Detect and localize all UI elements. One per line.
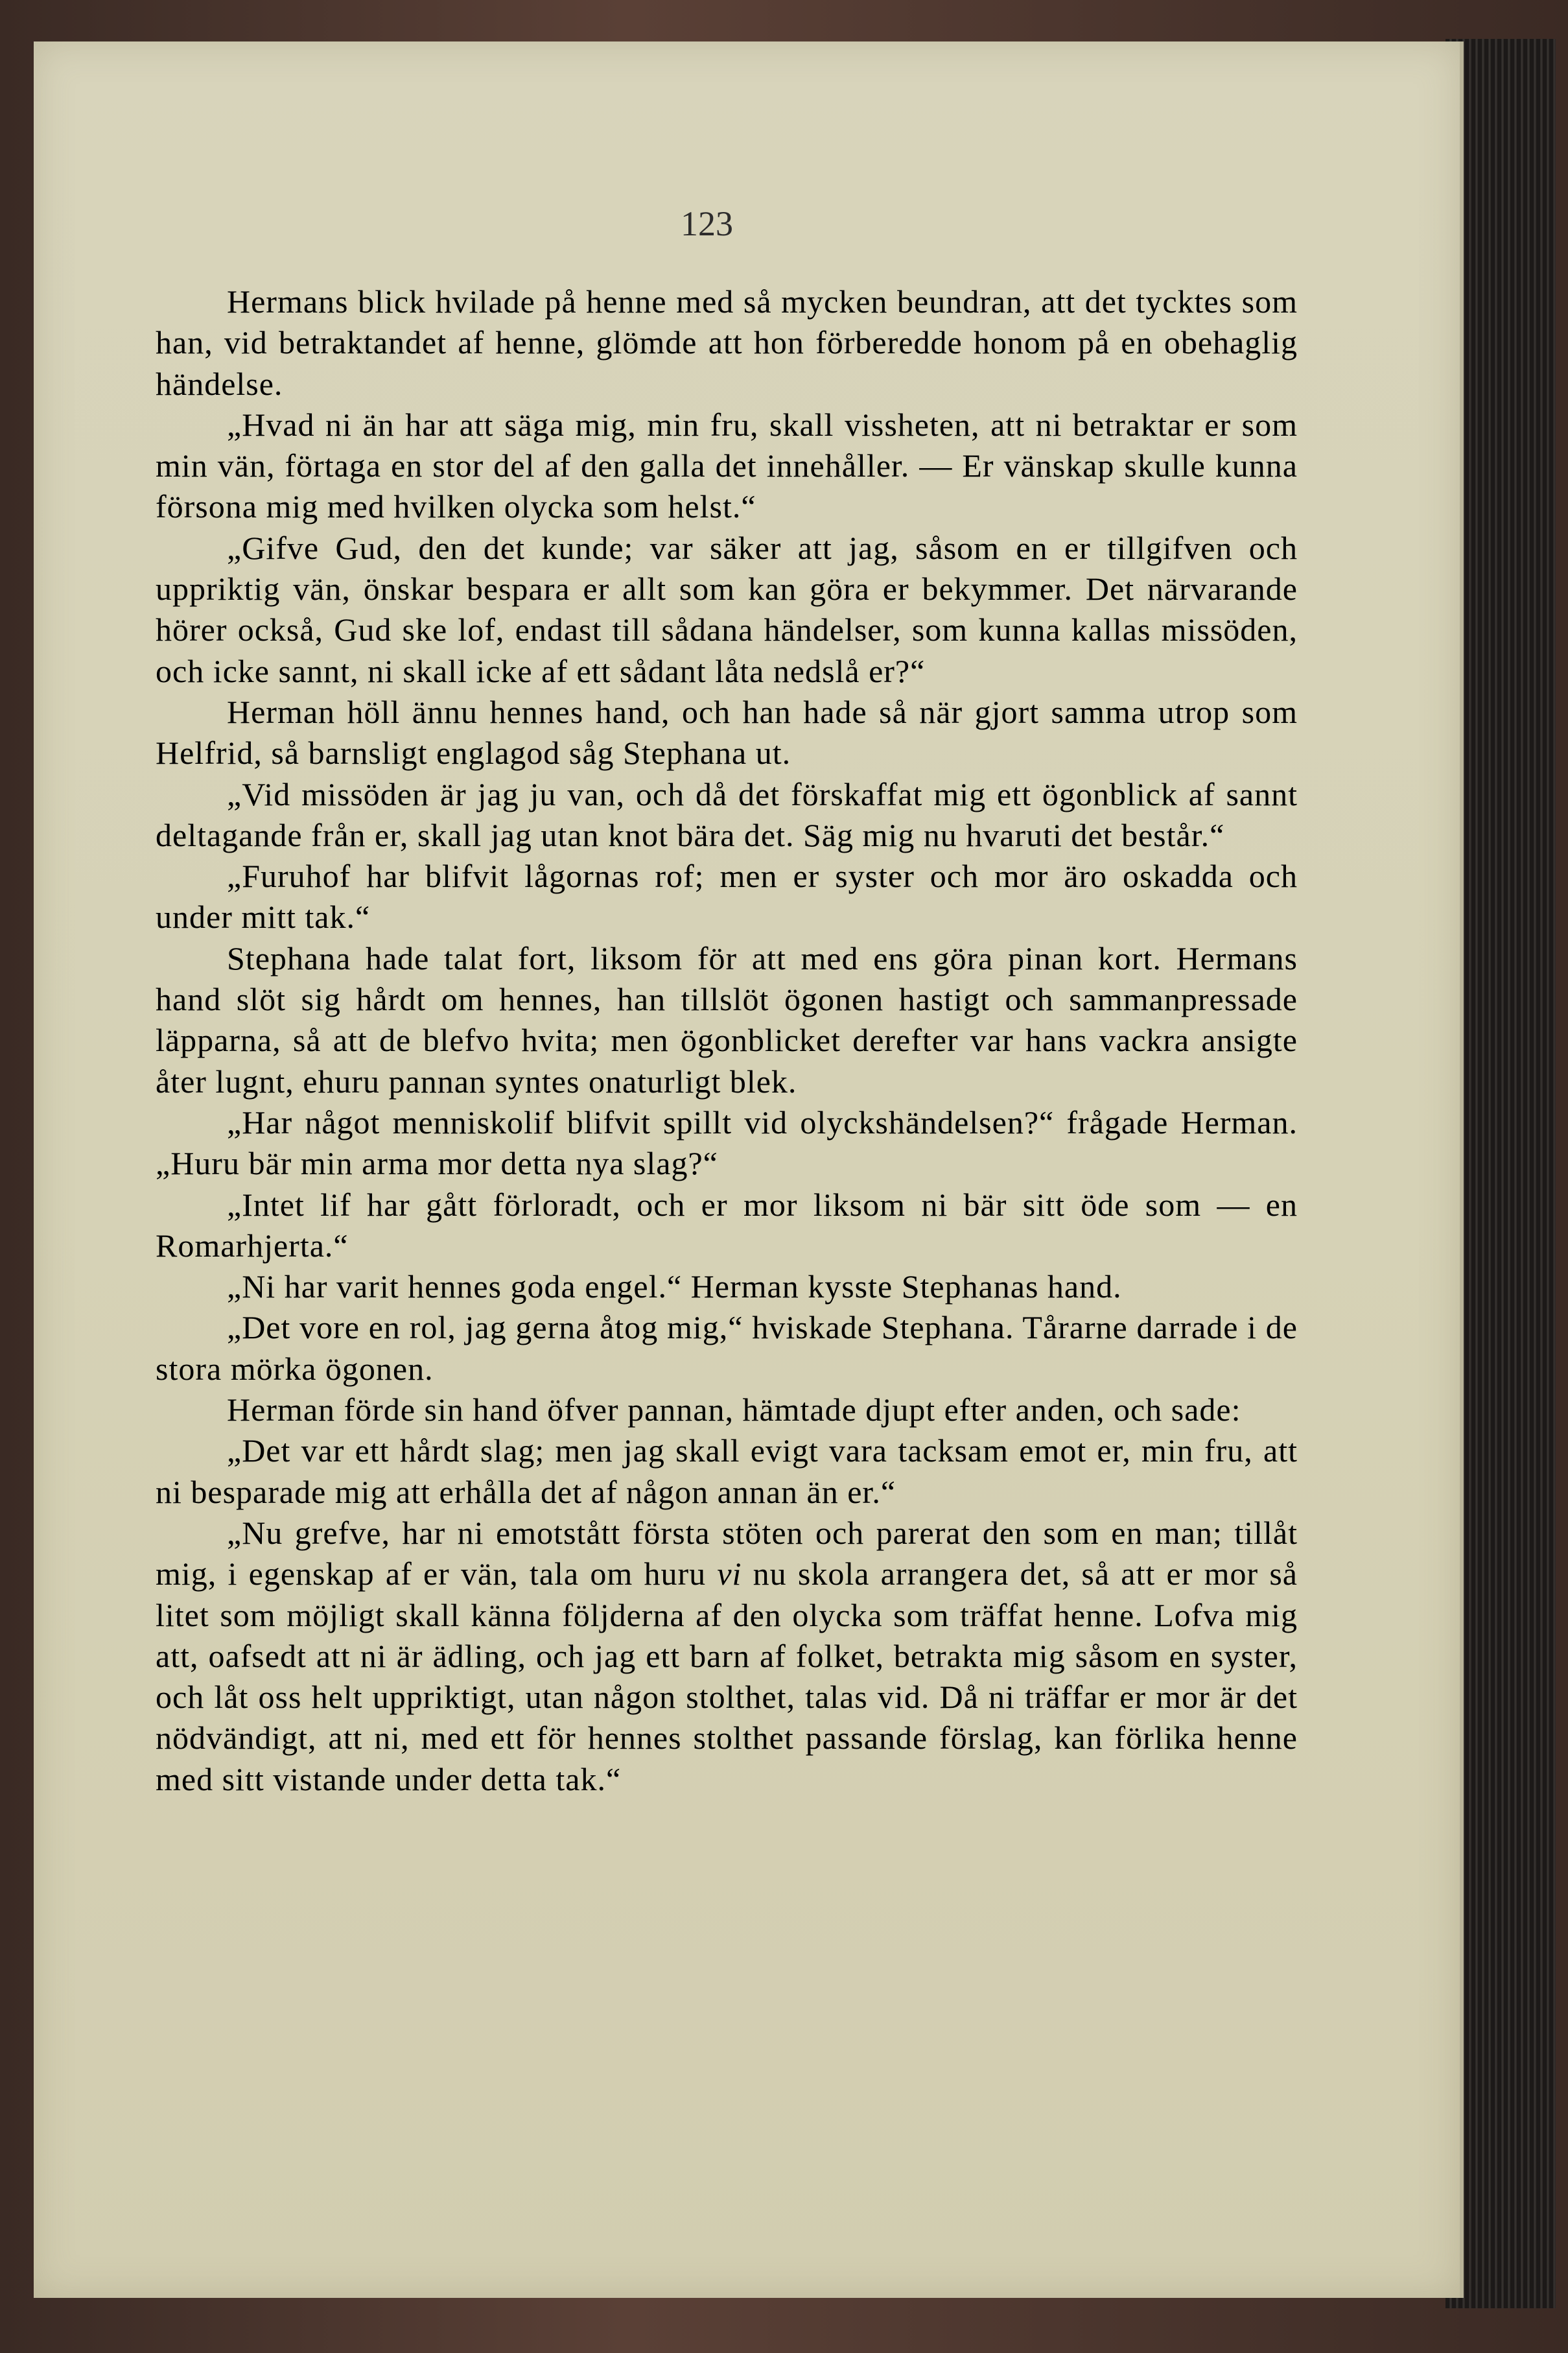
body-text bbox=[156, 281, 1298, 1800]
paragraph: „Gifve Gud, den det kunde; var säker att jag, såsom en er tillgifven och uppriktig vän, önskar bespara er allt som kan göra er bekymmer. Det närvarande hörer också, Gud ske lof, endast till sådana händelser, som kunna kallas missöden, och icke sannt, ni skall icke af ett sådant låta nedslå er?“ bbox=[156, 529, 1298, 689]
paragraph: „Det vore en rol, jag gerna åtog mig,“ hviskade Stephana. Tårarne darrade i de stora mörka ögonen. bbox=[156, 1309, 1298, 1387]
paragraph: „Furuhof har blifvit lågornas rof; men er syster och mor äro oskadda och under mitt tak.“ bbox=[156, 858, 1298, 936]
page-number: 123 bbox=[681, 204, 733, 243]
paragraph: „Vid missöden är jag ju van, och då det förskaffat mig ett ögonblick af sannt deltagande från er, skall jag utan knot bära det. Säg mig nu hvaruti det består.“ bbox=[156, 775, 1298, 853]
paragraph-last-before: „Nu grefve, har ni emotstått första stöten och parerat den som en man; tillåt mig, i egenskap af er vän, tala om huru bbox=[156, 1514, 1298, 1592]
paragraph: „Det var ett hårdt slag; men jag skall evigt vara tacksam emot er, min fru, att ni besparade mig att erhålla det af någon annan än er.“ bbox=[156, 1432, 1298, 1510]
book-page bbox=[34, 41, 1464, 2298]
paragraph: „Hvad ni än har att säga mig, min fru, skall vissheten, att ni betraktar er som min vän, förtaga en stor del af den galla det innehåller. — Er vänskap skulle kunna försona mig med hvilken olycka som helst.“ bbox=[156, 406, 1298, 525]
paragraph: „Ni har varit hennes goda engel.“ Herman kysste Stephanas hand. bbox=[227, 1268, 1122, 1305]
paragraph: „Har något menniskolif blifvit spillt vid olyckshändelsen?“ frågade Herman. „Huru bär min arma mor detta nya slag?“ bbox=[156, 1104, 1298, 1182]
paragraph: Herman höll ännu hennes hand, och han hade så när gjort samma utrop som Helfrid, så barnsligt englagod såg Stephana ut. bbox=[156, 693, 1298, 772]
paragraph: Herman förde sin hand öfver pannan, hämtade djupt efter anden, och sade: bbox=[227, 1391, 1241, 1428]
paragraph: Stephana hade talat fort, liksom för att med ens göra pinan kort. Hermans hand slöt sig hårdt om hennes, han tillslöt ögonen hastigt och sammanpressade läpparna, så att de blefvo hvita; men ögonblicket derefter var hans vackra ansigte åter lugnt, ehuru pannan syntes onaturligt blek. bbox=[156, 940, 1298, 1100]
paragraph-last-italic: vi bbox=[717, 1555, 742, 1592]
paragraph-last-after: nu skola arrangera det, så att er mor så litet som möjligt skall känna följderna af den olycka som träffat henne. Lofva mig att, oafsedt att ni är ädling, och jag ett barn af folket, betrakta mig såsom en syster, och låt oss helt uppriktigt, utan någon stolthet, talas vid. Då ni träffar er mor är det nödvändigt, att ni, med ett för hennes stolthet passande förslag, kan förlika henne med sitt vistande under detta tak.“ bbox=[156, 1555, 1298, 1797]
paragraph: Hermans blick hvilade på henne med så mycken beundran, att det tycktes som han, vid betraktandet af henne, glömde att hon förberedde honom på en obehaglig händelse. bbox=[156, 283, 1298, 402]
paragraph: „Intet lif har gått förloradt, och er mor liksom ni bär sitt öde som — en Romarhjerta.“ bbox=[156, 1186, 1298, 1264]
paragraph-last bbox=[156, 1513, 1298, 1800]
